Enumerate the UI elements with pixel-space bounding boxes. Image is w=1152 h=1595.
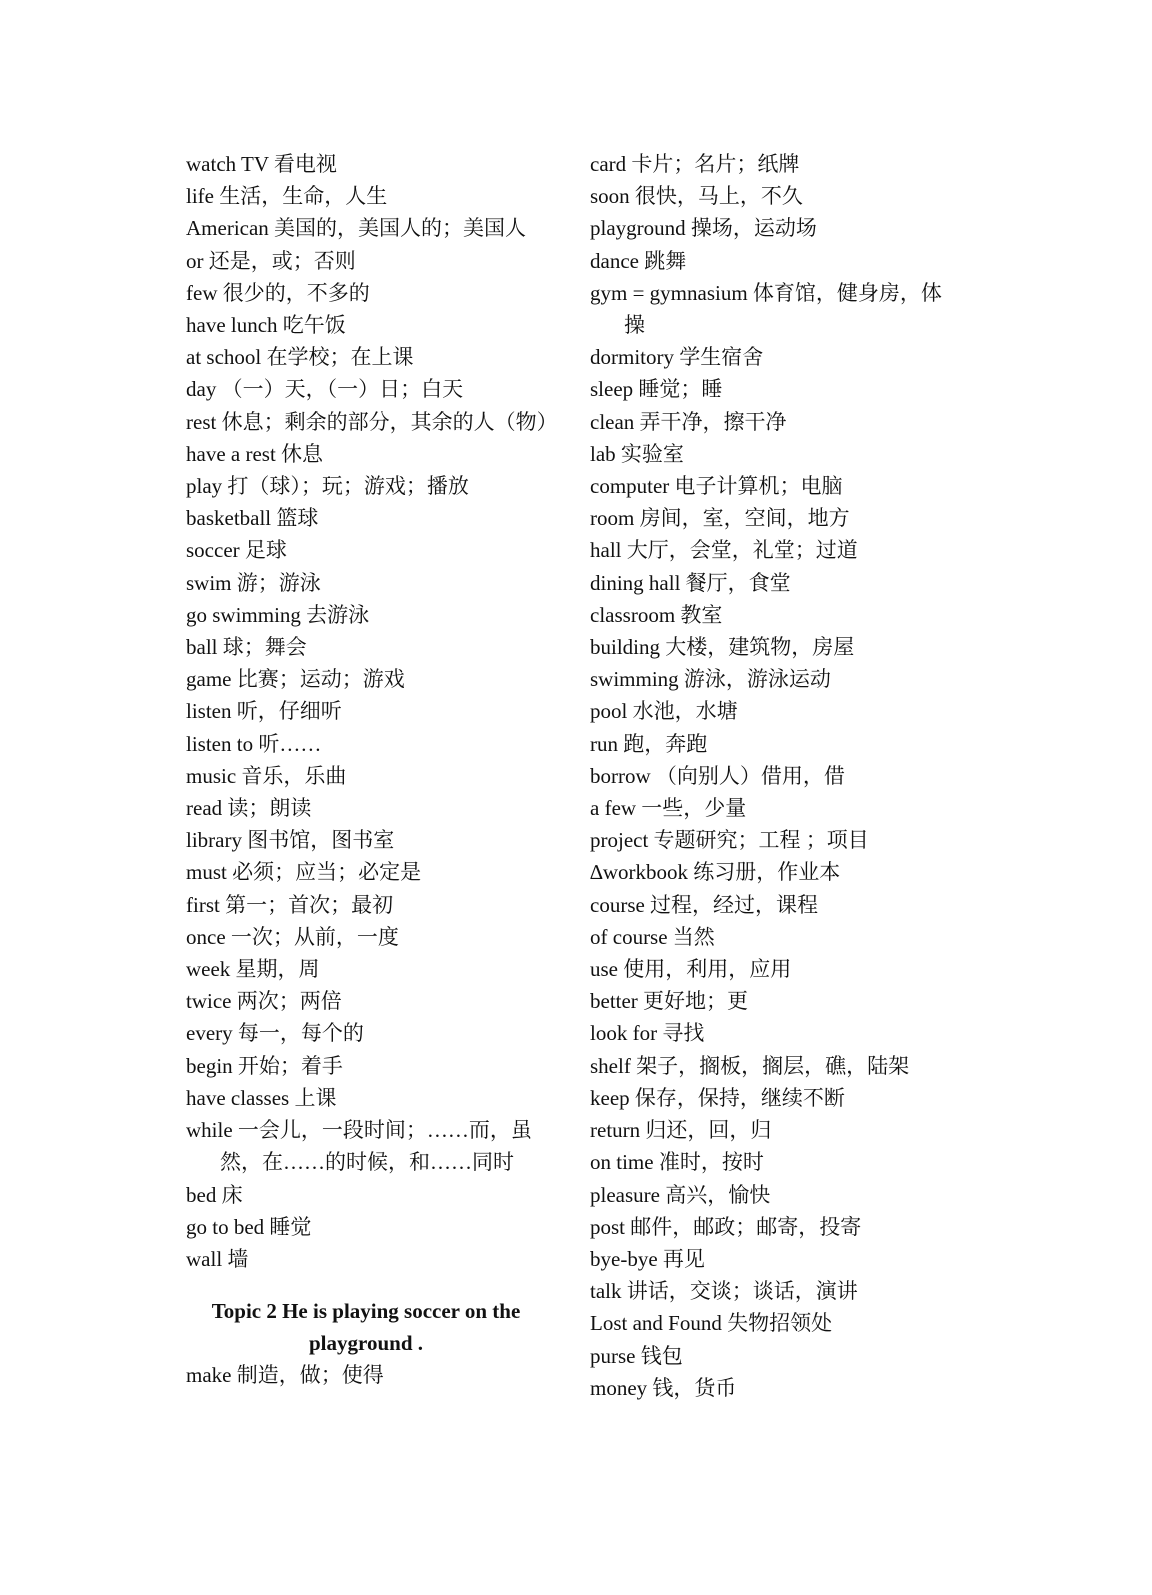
vocab-entry — [186, 1243, 566, 1275]
vocab-entry — [590, 502, 970, 534]
vocab-entry-text: life 生活，生命，人生 — [186, 184, 388, 209]
left-entry-list-bottom — [186, 1359, 566, 1391]
vocab-entry — [186, 1359, 566, 1391]
vocab-entry — [590, 953, 970, 985]
vocab-entry-text: project 专题研究；工程 ；项目 — [590, 828, 869, 853]
vocab-entry — [590, 599, 970, 631]
right-entry-list — [590, 148, 970, 1404]
vocab-entry-text: pleasure 高兴，愉快 — [590, 1182, 771, 1207]
vocab-entry — [186, 148, 566, 180]
vocab-entry — [186, 985, 566, 1017]
vocab-entry-text: American 美国的，美国人的；美国人 — [186, 216, 527, 241]
vocab-entry-text: make 制造，做；使得 — [186, 1363, 384, 1388]
vocab-entry-text: while 一会儿，一段时间；……而，虽 — [186, 1118, 532, 1143]
vocab-entry — [590, 1372, 970, 1404]
vocab-entry-text: at school 在学校；在上课 — [186, 345, 414, 370]
vocab-entry — [590, 438, 970, 470]
vocab-entry — [186, 341, 566, 373]
vocab-entry-text: soccer 足球 — [186, 538, 287, 563]
vocab-entry-text: keep 保存，保持，继续不断 — [590, 1085, 845, 1110]
vocab-entry-text: talk 讲话，交谈；谈话，演讲 — [590, 1279, 858, 1304]
vocab-entry — [186, 728, 566, 760]
vocab-entry — [590, 1275, 970, 1307]
vocab-entry-text: money 钱，货币 — [590, 1375, 737, 1400]
vocab-entry — [590, 1114, 970, 1146]
vocab-entry — [590, 534, 970, 566]
vocab-entry — [590, 631, 970, 663]
vocab-entry-text: first 第一；首次；最初 — [186, 892, 394, 917]
vocab-entry-text: few 很少的，不多的 — [186, 280, 370, 305]
left-entry-list — [186, 148, 566, 1275]
vocab-entry-text: gym = gymnasium 体育馆，健身房，体 — [590, 280, 942, 305]
vocab-entry-text: of course 当然 — [590, 924, 715, 949]
vocab-entry-text: have classes 上课 — [186, 1085, 337, 1110]
vocab-entry — [590, 373, 970, 405]
vocab-entry — [590, 728, 970, 760]
vocab-entry-text: dormitory 学生宿舍 — [590, 345, 764, 370]
vocab-entry — [590, 148, 970, 180]
vocab-entry — [186, 695, 566, 727]
vocab-entry — [590, 567, 970, 599]
vocab-entry — [590, 1340, 970, 1372]
vocab-entry-text: swimming 游泳，游泳运动 — [590, 667, 831, 692]
vocab-entry-text: begin 开始；着手 — [186, 1053, 343, 1078]
vocab-entry-text: return 归还，回，归 — [590, 1118, 772, 1143]
vocab-entry-text: better 更好地；更 — [590, 989, 749, 1014]
vocab-entry-text: purse 钱包 — [590, 1343, 683, 1368]
topic-heading — [186, 1295, 546, 1359]
vocab-entry-text: or 还是，或；否则 — [186, 248, 356, 273]
vocab-entry-text: dining hall 餐厅，食堂 — [590, 570, 791, 595]
vocab-entry-text: post 邮件，邮政；邮寄，投寄 — [590, 1214, 862, 1239]
vocab-entry — [590, 856, 970, 888]
vocab-entry — [590, 760, 970, 792]
vocab-entry — [186, 1050, 566, 1082]
vocab-entry — [186, 824, 566, 856]
vocab-entry — [590, 1050, 970, 1082]
vocab-entry-text: game 比赛；运动；游戏 — [186, 667, 405, 692]
vocab-entry — [186, 953, 566, 985]
vocab-entry — [590, 1211, 970, 1243]
vocab-entry-text: swim 游；游泳 — [186, 570, 321, 595]
vocab-entry-text: computer 电子计算机；电脑 — [590, 474, 843, 499]
vocab-entry — [186, 856, 566, 888]
vocab-entry-continuation: 然，在……的时候，和……同时 — [220, 1150, 514, 1175]
vocab-entry-text: clean 弄干净，擦干净 — [590, 409, 787, 434]
vocab-entry-text: ball 球；舞会 — [186, 635, 307, 660]
vocab-entry-text: bed 床 — [186, 1182, 243, 1207]
vocab-entry — [590, 792, 970, 824]
vocab-entry — [590, 663, 970, 695]
vocab-entry — [590, 212, 970, 244]
vocab-entry — [186, 567, 566, 599]
vocab-entry — [186, 245, 566, 277]
vocab-entry — [186, 663, 566, 695]
vocab-entry — [186, 277, 566, 309]
vocab-entry-text: wall 墙 — [186, 1246, 249, 1271]
vocab-entry — [590, 1179, 970, 1211]
vocab-entry-text: soon 很快，马上，不久 — [590, 184, 803, 209]
vocab-entry — [590, 1146, 970, 1178]
vocab-entry-text: twice 两次；两倍 — [186, 989, 342, 1014]
vocab-entry-text: must 必须；应当；必定是 — [186, 860, 422, 885]
vocab-entry — [186, 1017, 566, 1049]
vocab-entry — [186, 1179, 566, 1211]
vocab-entry — [186, 309, 566, 341]
vocab-entry — [186, 631, 566, 663]
vocab-entry-text: building 大楼，建筑物，房屋 — [590, 635, 855, 660]
vocab-entry — [186, 534, 566, 566]
vocab-entry-text: play 打（球）；玩；游戏；播放 — [186, 474, 469, 499]
vocab-entry — [590, 406, 970, 438]
vocab-entry — [590, 889, 970, 921]
vocab-entry-text: shelf 架子，搁板，搁层，礁，陆架 — [590, 1053, 910, 1078]
vocab-entry-text: go to bed 睡觉 — [186, 1214, 312, 1239]
vocab-entry-text: use 使用，利用，应用 — [590, 957, 792, 982]
vocab-entry — [590, 1307, 970, 1339]
vocab-entry — [590, 985, 970, 1017]
vocab-entry-text: on time 准时，按时 — [590, 1150, 764, 1175]
vocab-entry-text: day （一）天，（一）日；白天 — [186, 377, 464, 402]
vocab-entry-text: music 音乐，乐曲 — [186, 763, 347, 788]
vocab-entry — [186, 212, 566, 244]
topic-heading-line-1: Topic 2 He is playing soccer on the — [211, 1299, 521, 1324]
vocab-entry-text: basketball 篮球 — [186, 506, 319, 531]
vocab-entry-text: classroom 教室 — [590, 602, 723, 627]
vocab-entry-text: rest 休息；剩余的部分，其余的人（物） — [186, 409, 558, 434]
vocab-entry-text: Lost and Found 失物招领处 — [590, 1311, 833, 1336]
vocab-entry — [186, 1211, 566, 1243]
vocab-entry-text: card 卡片；名片；纸牌 — [590, 152, 800, 176]
vocab-entry-text: playground 操场，运动场 — [590, 216, 817, 241]
vocab-entry — [590, 695, 970, 727]
vocab-entry-text: have a rest 休息 — [186, 441, 324, 466]
vocab-entry — [590, 245, 970, 277]
vocab-entry — [186, 760, 566, 792]
vocab-entry — [186, 599, 566, 631]
vocab-entry-text: read 读；朗读 — [186, 796, 312, 821]
vocab-entry-text: sleep 睡觉；睡 — [590, 377, 723, 402]
vocab-entry-text: dance 跳舞 — [590, 248, 687, 273]
vocab-entry-text: watch TV 看电视 — [186, 152, 337, 176]
topic-heading-line-2: playground . — [309, 1331, 423, 1356]
vocab-entry-text: run 跑，奔跑 — [590, 731, 708, 756]
vocab-entry — [186, 180, 566, 212]
vocab-entry — [590, 341, 970, 373]
vocab-entry — [590, 277, 970, 341]
vocab-entry — [186, 792, 566, 824]
vocab-entry — [186, 406, 566, 438]
vocab-entry-text: every 每一，每个的 — [186, 1021, 364, 1046]
right-column — [590, 148, 970, 1404]
vocab-entry — [590, 470, 970, 502]
vocab-entry — [590, 921, 970, 953]
vocab-entry — [186, 438, 566, 470]
vocab-entry — [590, 824, 970, 856]
vocab-entry-text: hall 大厅，会堂，礼堂；过道 — [590, 538, 858, 563]
vocab-entry — [590, 1243, 970, 1275]
vocab-entry — [186, 502, 566, 534]
vocab-entry-continuation: 操 — [624, 313, 645, 338]
vocab-entry-text: lab 实验室 — [590, 441, 684, 466]
vocab-entry — [186, 1082, 566, 1114]
vocab-entry-text: ∆workbook 练习册，作业本 — [590, 860, 841, 885]
vocab-entry-text: library 图书馆，图书室 — [186, 828, 395, 853]
vocab-entry-text: week 星期，周 — [186, 957, 320, 982]
vocab-entry — [186, 1114, 566, 1178]
vocab-entry — [590, 180, 970, 212]
vocab-entry-text: course 过程，经过，课程 — [590, 892, 819, 917]
vocab-entry-text: room 房间，室，空间，地方 — [590, 506, 850, 531]
vocab-entry-text: once 一次；从前，一度 — [186, 924, 399, 949]
left-column — [186, 148, 566, 1391]
vocab-entry — [186, 470, 566, 502]
vocab-entry — [590, 1017, 970, 1049]
vocab-entry-text: listen to 听…… — [186, 731, 322, 756]
vocab-entry-text: listen 听，仔细听 — [186, 699, 342, 724]
vocab-entry-text: go swimming 去游泳 — [186, 602, 370, 627]
vocab-entry-text: borrow （向别人）借用，借 — [590, 763, 845, 788]
vocab-entry — [186, 889, 566, 921]
vocab-entry-text: pool 水池，水塘 — [590, 699, 738, 724]
vocab-entry — [186, 373, 566, 405]
vocab-entry-text: bye-bye 再见 — [590, 1246, 705, 1271]
vocab-entry-text: a few 一些，少量 — [590, 796, 747, 821]
vocab-entry-text: look for 寻找 — [590, 1021, 705, 1046]
vocab-entry — [590, 1082, 970, 1114]
vocab-entry-text: have lunch 吃午饭 — [186, 313, 346, 338]
vocab-entry — [186, 921, 566, 953]
